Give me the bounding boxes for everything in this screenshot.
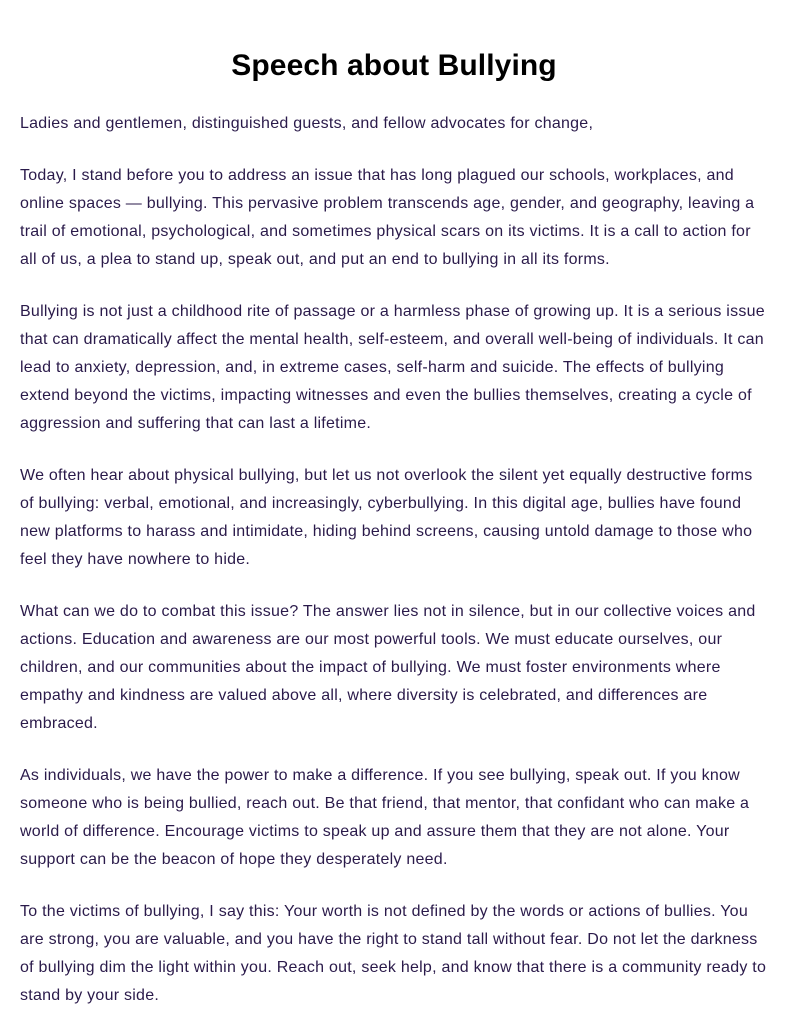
- paragraph: To the victims of bullying, I say this: Your worth is not defined by the words or actions of bullies. You are strong, you are valuable, and you have the right to stand tall without fear. Do not let the darkness of bullying dim the light within you. Reach out, seek help, and know that there is a community ready to stand by your side.: [20, 903, 767, 1004]
- paragraph: Bullying is not just a childhood rite of passage or a harmless phase of growing up. It is a serious issue that can dramatically affect the mental health, self-esteem, and overall well-being of individuals. It can lead to anxiety, depression, and, in extreme cases, self-harm and suicide. The effects of bullying extend beyond the victims, impacting witnesses and even the bullies themselves, creating a cycle of aggression and suffering that can last a lifetime.: [20, 303, 765, 432]
- paragraph: Today, I stand before you to address an issue that has long plagued our schools, workplaces, and online spaces — bullying. This pervasive problem transcends age, gender, and geography, leaving a trail of emotional, psychological, and sometimes physical scars on its victims. It is a call to action for all of us, a plea to stand up, speak out, and put an end to bullying in all its forms.: [20, 167, 755, 268]
- paragraph: We often hear about physical bullying, but let us not overlook the silent yet equally destructive forms of bullying: verbal, emotional, and increasingly, cyberbullying. In this digital age, bullies have found new platforms to harass and intimidate, hiding behind screens, causing untold damage to those who feel they have nowhere to hide.: [20, 467, 753, 568]
- paragraph: As individuals, we have the power to make a difference. If you see bullying, speak out. If you know someone who is being bullied, reach out. Be that friend, that mentor, that confidant who can make a world of difference. Encourage victims to speak up and assure them that they are not alone. Your support can be the beacon of hope they desperately need.: [20, 767, 750, 868]
- page-title: Speech about Bullying: [231, 49, 557, 82]
- paragraph: What can we do to combat this issue? The answer lies not in silence, but in our collective voices and actions. Education and awareness are our most powerful tools. We must educate ourselves, our children, and our communities about the impact of bullying. We must foster environments where empathy and kindness are valued above all, where diversity is celebrated, and differences are embraced.: [20, 603, 756, 732]
- paragraph-salutation: Ladies and gentlemen, distinguished guests, and fellow advocates for change,: [20, 115, 594, 132]
